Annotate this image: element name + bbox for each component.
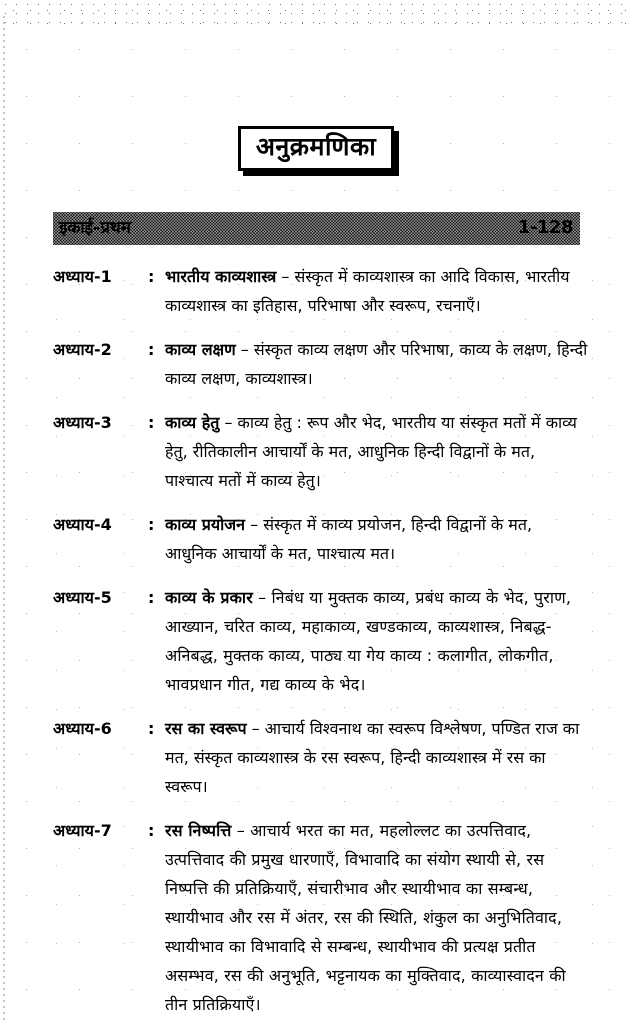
chapter-colon: : [148, 340, 155, 359]
scan-noise-top [0, 0, 632, 26]
chapter-colon: : [148, 719, 155, 738]
chapter-label: अध्याय-2 [53, 340, 112, 359]
toc-entry [53, 335, 588, 393]
unit-header-band [53, 212, 580, 245]
chapter-body [165, 816, 588, 1019]
chapter-colon: : [148, 413, 155, 432]
chapter-body [165, 262, 588, 320]
chapter-body [165, 510, 588, 568]
chapter-title: काव्य के प्रकार [165, 588, 253, 607]
page-title-container [0, 126, 632, 171]
chapter-title: भारतीय काव्यशास्त्र [165, 267, 277, 286]
chapter-dash: – [245, 515, 264, 534]
chapter-label: अध्याय-5 [53, 588, 112, 607]
toc-entry [53, 408, 588, 495]
chapter-description: आचार्य भरत का मत, महलोल्लट का उत्पत्तिवाद, उत्पत्तिवाद की प्रमुख धारणाएँ, विभावादि का संयोग स्थायी से, रस निष्पत्ति की प्रतिक्रियाएँ, संचारीभाव और स्थायीभाव का सम्बन्ध, स्थायीभाव और रस में अंतर, रस की स्थिति, शंकुल का अनुभितिवाद, स्थायीभाव का विभावादि से सम्बन्ध, स्थायीभाव की प्रत्यक्ष प्रतीत असम्भव, रस की अनुभूति, भट्टनायक का मुक्तिवाद, काव्यास्वादन की तीन प्रतिक्रियाएँ। [165, 821, 566, 1014]
unit-page-range: 1-128 [517, 217, 573, 238]
chapter-dash: – [219, 413, 238, 432]
chapter-title: काव्य लक्षण [165, 340, 236, 359]
page-title: अनुक्रमणिका [255, 132, 377, 161]
chapter-body [165, 335, 588, 393]
chapter-dash: – [235, 340, 254, 359]
chapter-label: अध्याय-7 [53, 821, 112, 840]
chapter-title: काव्य प्रयोजन [165, 515, 246, 534]
chapter-title: रस का स्वरूप [165, 719, 247, 738]
chapter-description: काव्य हेतु : रूप और भेद, भारतीय या संस्कृत मतों में काव्य हेतु, रीतिकालीन आचार्यों के मत, आधुनिक हिन्दी विद्वानों के मत, पाश्चात्य मतों में काव्य हेतु। [165, 413, 577, 490]
chapter-label: अध्याय-4 [53, 515, 112, 534]
chapter-body [165, 583, 588, 699]
toc-entry [53, 816, 588, 1019]
chapter-description: निबंध या मुक्तक काव्य, प्रबंध काव्य के भेद, पुराण, आख्यान, चरित काव्य, महाकाव्य, खण्डकाव्य, काव्यशास्त्र, निबद्ध-अनिबद्ध, मुक्तक काव्य, पाठ्य या गेय काव्य : कलागीत, लोकगीत, भावप्रधान गीत, गद्य काव्य के भेद। [165, 588, 572, 694]
chapter-colon: : [148, 821, 155, 840]
chapter-description: संस्कृत में काव्य प्रयोजन, हिन्दी विद्वानों के मत, आधुनिक आचार्यों के मत, पाश्चात्य मत। [165, 515, 533, 563]
unit-label: इकाई-प्रथम [59, 217, 131, 238]
chapter-body [165, 408, 588, 495]
chapter-body [165, 714, 588, 801]
chapter-label: अध्याय-1 [53, 267, 112, 286]
chapter-dash: – [246, 719, 265, 738]
chapter-colon: : [148, 515, 155, 534]
chapter-colon: : [148, 588, 155, 607]
table-of-contents [53, 262, 588, 1031]
toc-entry [53, 510, 588, 568]
chapter-label: अध्याय-6 [53, 719, 112, 738]
toc-entry [53, 583, 588, 699]
toc-entry [53, 714, 588, 801]
chapter-dash: – [252, 588, 272, 607]
toc-entry [53, 262, 588, 320]
chapter-description: संस्कृत काव्य लक्षण और परिभाषा, काव्य के लक्षण, हिन्दी काव्य लक्षण, काव्यशास्त्र। [165, 340, 588, 388]
title-plate [238, 126, 394, 171]
chapter-label: अध्याय-3 [53, 413, 112, 432]
chapter-description: आचार्य विश्वनाथ का स्वरूप विश्लेषण, पण्डित राज का मत, संस्कृत काव्यशास्त्र के रस स्वरूप, हिन्दी काव्यशास्त्र में रस का स्वरूप। [165, 719, 580, 796]
chapter-title: काव्य हेतु [165, 413, 220, 432]
chapter-dash: – [276, 267, 295, 286]
chapter-title: रस निष्पत्ति [165, 821, 232, 840]
chapter-dash: – [231, 821, 251, 840]
chapter-colon: : [148, 267, 155, 286]
chapter-description: संस्कृत में काव्यशास्त्र का आदि विकास, भारतीय काव्यशास्त्र का इतिहास, परिभाषा और स्वरूप, रचनाएँ। [165, 267, 570, 315]
